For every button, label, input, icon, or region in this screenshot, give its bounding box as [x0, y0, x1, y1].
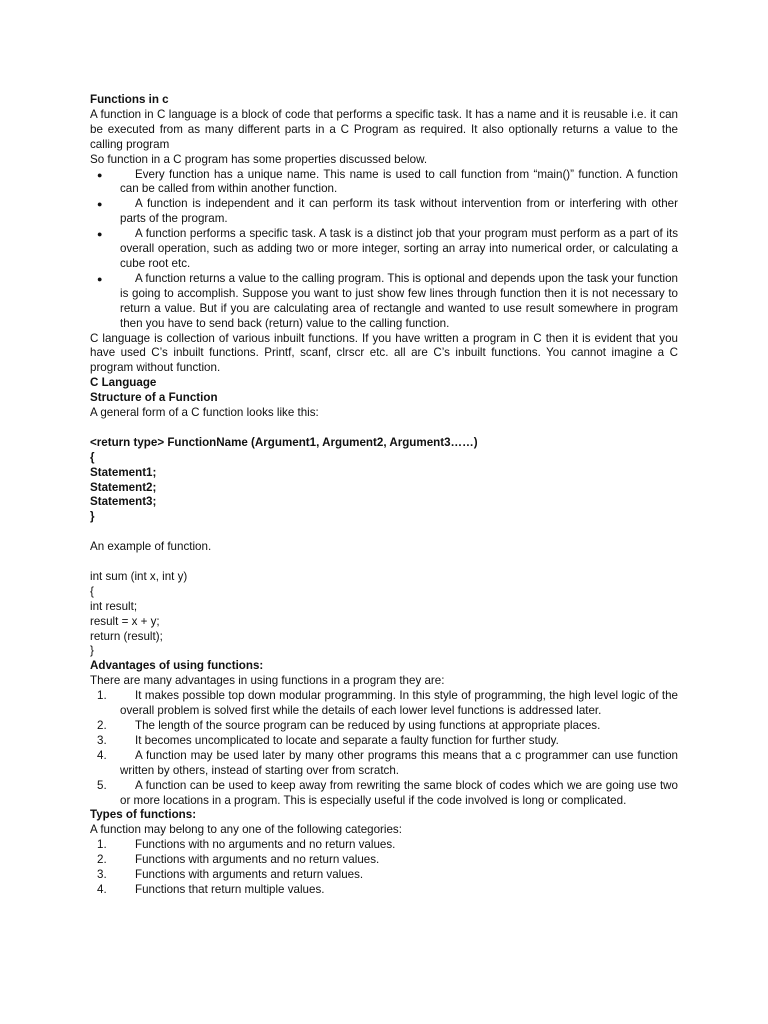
example-label: An example of function. [90, 540, 212, 554]
advantages-list [90, 689, 678, 808]
list-item: 4. Functions that return multiple values. [97, 882, 325, 896]
list-item: ● A function is independent and it can perform its task without intervention from or interfering with other parts of the program. [97, 197, 678, 226]
bullet-icon: ● [97, 199, 103, 210]
list-item: 3. It becomes uncomplicated to locate and separate a faulty function for further study. [97, 733, 559, 747]
code-line: { [90, 584, 94, 598]
intro-paragraph: A function in C language is a block of code that performs a specific task. It has a name and it is reusable i.e. it can be executed from as many different parts in a C Program as required. It also optionally returns a value to the calling program [90, 107, 678, 151]
advantages-heading: Advantages of using functions: [90, 659, 264, 673]
types-list [90, 838, 678, 898]
code-line: } [90, 510, 95, 524]
code-line: int sum (int x, int y) [90, 569, 188, 583]
types-intro: A function may belong to any one of the following categories: [90, 823, 402, 837]
code-line: Statement1; [90, 465, 157, 479]
code-line: Statement3; [90, 495, 157, 509]
structure-heading: Structure of a Function [90, 391, 218, 405]
properties-list [90, 168, 678, 332]
code-line: result = x + y; [90, 614, 160, 628]
code-line: <return type> FunctionName (Argument1, Argument2, Argument3……) [90, 435, 478, 449]
bullet-icon: ● [97, 169, 103, 180]
bullet-icon: ● [97, 229, 103, 240]
list-item: ● A function performs a specific task. A task is a distinct job that your program must perform as a part of its overall operation, such as adding two or more integer, sorting an array into numerical order, or calculating a cube root etc. [97, 227, 678, 270]
properties-intro: So function in a C program has some properties discussed below. [90, 152, 428, 166]
example-code [90, 570, 678, 659]
types-heading: Types of functions: [90, 808, 197, 822]
list-item: ● Every function has a unique name. This name is used to call function from “main()” function. A function can be called from within another function. [97, 167, 678, 196]
code-line: } [90, 644, 94, 658]
list-item: ● A function returns a value to the calling program. This is optional and depends upon the task your function is going to accomplish. Suppose you want to just show few lines through function then it is not necessary to return a value. But if you are calculating area of rectangle and wanted to use result somewhere in program then you have to send back (return) value to the calling function. [97, 271, 678, 330]
list-item: 2. The length of the source program can be reduced by using functions at appropriate places. [97, 719, 601, 733]
list-item: 5. A function can be used to keep away from rewriting the same block of codes which we are going use two or more locations in a program. This is especially useful if the code involved is long or complicated. [97, 778, 678, 807]
code-line: Statement2; [90, 480, 157, 494]
list-item: 1. Functions with no arguments and no return values. [97, 838, 396, 852]
advantages-intro: There are many advantages in using functions in a program they are: [90, 674, 445, 688]
general-form-text: A general form of a C function looks like this: [90, 406, 319, 420]
c-language-heading: C Language [90, 376, 157, 390]
library-paragraph: C language is collection of various inbuilt functions. If you have written a program in C then it is evident that you have used C’s inbuilt functions. Printf, scanf, clrscr etc. all are C’s inbuilt functions. You cannot imagine a C program without function. [90, 331, 678, 375]
code-line: int result; [90, 599, 138, 613]
list-item: 3. Functions with arguments and return values. [97, 868, 364, 882]
list-item: 4. A function may be used later by many other programs this means that a c programmer can use function written by others, instead of starting over from scratch. [97, 748, 678, 777]
list-item: 2. Functions with arguments and no return values. [97, 853, 380, 867]
code-line: { [90, 450, 95, 464]
document-heading: Functions in c [90, 93, 169, 106]
code-line: return (result); [90, 629, 163, 643]
list-item: 1. It makes possible top down modular programming. In this style of programming, the high level logic of the overall problem is solved first while the details of each lower level functions is addressed later. [97, 689, 678, 718]
general-form-code [90, 436, 678, 525]
document-page [90, 93, 678, 898]
bullet-icon: ● [97, 273, 103, 284]
